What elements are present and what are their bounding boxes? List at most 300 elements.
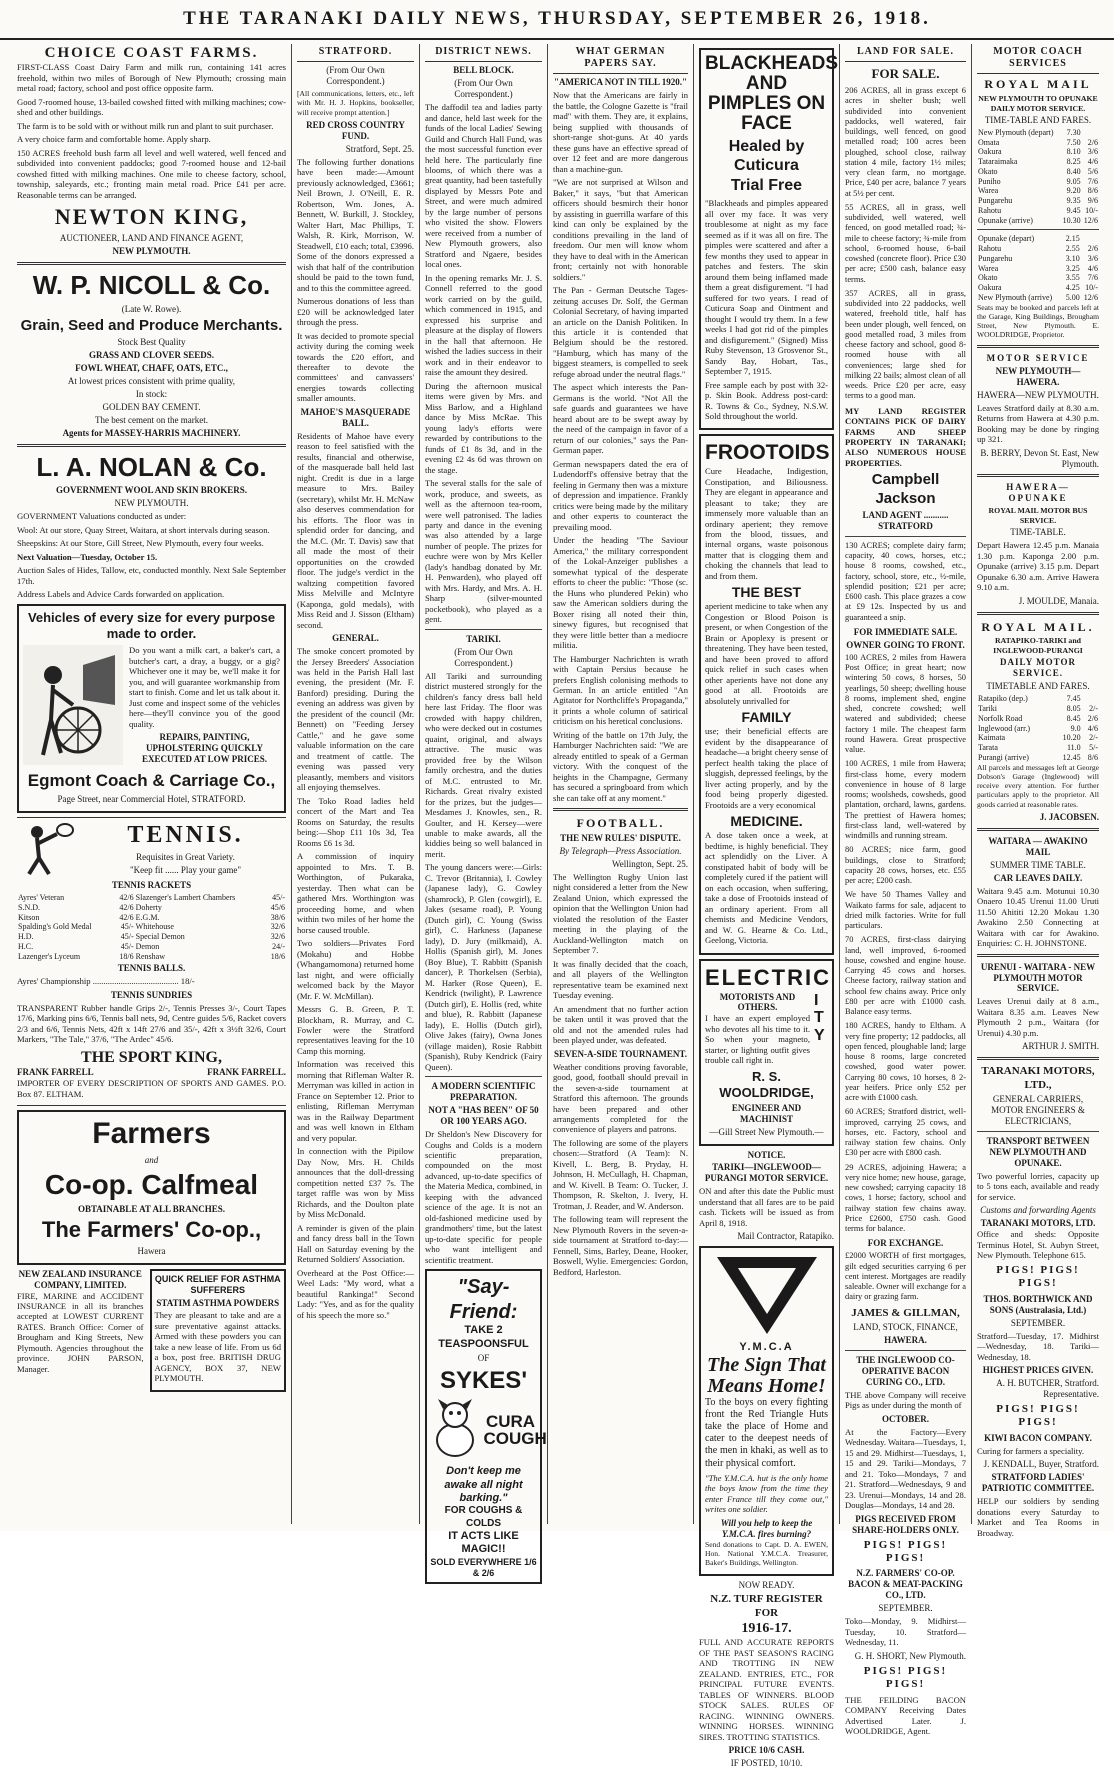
bellblock-head: BELL BLOCK. <box>453 65 514 76</box>
froot-best: THE BEST <box>731 584 802 601</box>
district-p4: The several stalls for the sale of work, produce, and sweets, as well as the afternoon tea-room, were well patronised. The ladies party and dance in the evening was also attended by a large number of people. The prizes for euchre were won by Mrs Keller (lady's handbag donated by Mr. H. Penwarden), who played off with Mrs. Hardy, and Mrs. A. H. Sharp (silver-mounted pocketbook), who played as a gent. <box>425 478 542 625</box>
lot-12: 29 ACRES, adjoining Hawera; a very nice home; new house, garage, new cowshed; carrying capacity 18 cows, 1 horse; factory, school and railway station few chains away. Price £2600, £750 cash. Good terms for balance. <box>845 1162 966 1234</box>
ymca-quote: "The Y.M.C.A. hut is the only home the boys know from the time they enter France till they come out," writes one soldier. <box>705 1472 828 1515</box>
wam-text: Waitara 9.45 a.m. Motunui 10.30 Onaero 10.45 Urenui 11.00 Uruti 11.50 Ahititi 12.20 Mokau 1.30 Awakino 2.50 Connecting at Waitara with car for Awakino. Enquiries: C. H. JOHNSTONE. <box>977 885 1099 949</box>
jg-role: LAND, STOCK, FINANCE, <box>853 1322 958 1333</box>
divider <box>977 828 1099 831</box>
football-p11: An amendment that no further action be taken until it was proved that the old and not the amended rules had been played under, was defeated. <box>553 1003 688 1046</box>
stop-fare: 10/- <box>1085 205 1098 215</box>
pigs-banner-3: PIGS! PIGS! PIGS! <box>996 1263 1080 1290</box>
stop-fare: 5/6 <box>1087 166 1098 176</box>
sportking-title: THE SPORT KING, <box>81 1048 222 1066</box>
redcross-head: RED CROSS COUNTRY FUND. <box>306 119 405 141</box>
timetable-row <box>977 724 1099 734</box>
asthma-title: QUICK RELIEF FOR ASTHMA SUFFERERS <box>154 1273 281 1295</box>
timetable-row <box>977 206 1099 216</box>
sportking-left: FRANK FARRELL <box>17 1067 94 1078</box>
stop-time: 3.55 <box>1065 273 1080 283</box>
sci-title: A MODERN SCIENTIFIC PREPARATION. <box>431 1081 536 1103</box>
nicoll-line-5: In stock: <box>135 388 168 399</box>
timetable-row <box>977 138 1099 148</box>
masthead <box>0 0 1114 40</box>
stop-fare <box>1082 694 1099 704</box>
divider <box>425 629 542 630</box>
ho-title: HAWERA—OPUNAKE <box>1006 482 1070 504</box>
nzf-title: N.Z. FARMERS' CO-OP. BACON & MEAT-PACKING CO., LTD. <box>848 1568 963 1601</box>
general-head: GENERAL. <box>332 633 379 644</box>
royal-mail-1: ROYAL MAIL <box>984 77 1092 92</box>
tariki-corr: (From Our Own Correspondent.) <box>454 646 513 668</box>
district-title: DISTRICT NEWS. <box>425 44 542 62</box>
racket-row <box>17 952 286 962</box>
racket-row <box>17 942 286 952</box>
press-line: By Telegraph—Press Association. <box>559 845 682 856</box>
stop-time: 4.25 <box>1065 283 1080 293</box>
stratford-p13: Overheard at the Post Office:—Weel Lads: "My word, what a beautiful Rankinga!" Second Lady: "Yes, and as for the quality of his speech the more so." <box>297 1267 414 1320</box>
column-6 <box>840 44 972 1737</box>
froot-text: Cure Headache, Indigestion, Constipation, and Biliousness. They are elegant in appearance and pleasant to take; they are immensely more valuable than an ordinary aperient; they remove from the blood, tissues, and internal organs, waste poisonous matter that is clogging them and choking the channels that lead to and from them. <box>705 466 828 581</box>
divider <box>977 1131 1099 1132</box>
racket-row <box>17 903 286 913</box>
farmers-obtain: OBTAINABLE AT ALL BRANCHES. <box>77 1203 226 1214</box>
column-5 <box>694 44 840 1769</box>
stop-fare: 8/6 <box>1087 186 1098 196</box>
stop-fare: 10/- <box>1085 283 1098 293</box>
racket-name: H.C. <box>18 941 34 951</box>
ymca-sign-2: Means Home! <box>707 1374 826 1397</box>
lot-10: 180 ACRES, handy to Eltham. A very fine property; 12 paddocks, all open fenced, ploughable land; large house 8 rooms, large concreted cowshed, good water power. Carrying 80 cows, 10 horses, 8 2-year heifers. Price only £52 per acre with £1000 cash. <box>845 1021 966 1103</box>
stop-name: Warea <box>978 263 999 273</box>
sykes-name: SYKES' <box>439 1366 528 1394</box>
ing-sched: At the Factory—Every Wednesday. Waitara—Tuesdays, 1, 15 and 29. Midhirst—Tuesdays, 1, 15 and 29. Tariki—Mondays, 7 and 21. Toko—Mondays, 7 and 21. Stratford—Wednesdays, 9 and 23. Urenui—Mondays, 14 and 28. Douglas—Mondays, 14 and 28. <box>845 1426 966 1511</box>
uwnp-sign: ARTHUR J. SMITH. <box>1022 1041 1099 1052</box>
german-p5: German newspapers dated the era of Ludendorff's offensive betray that the feeling in Germany then was a mixture of depression and impatience. Frankly critics were being made by the military and other experts to counteract the prevailing mood. <box>553 458 688 532</box>
racket-name: Spalding's Gold Medal <box>18 922 92 932</box>
column-1 <box>12 44 292 1524</box>
stop-fare: 12/6 <box>1083 215 1098 225</box>
tennis-sundries-head: TENNIS SUNDRIES <box>110 989 193 1000</box>
bh-title-2: PIMPLES ON FACE <box>707 92 826 134</box>
nolan-name: L. A. NOLAN & Co. <box>36 451 267 482</box>
nolan-sub: GOVERNMENT WOOL AND SKIN BROKERS. <box>56 485 247 496</box>
rm-daily: DAILY MOTOR SERVICE. <box>1000 657 1076 679</box>
choice-text-4: A very choice farm and comfortable home. Apply sharp. <box>17 134 211 145</box>
farmers-and: and <box>144 1154 159 1165</box>
stop-time: 9.05 <box>1066 176 1081 186</box>
lot-7: 80 ACRES; nice farm, good buildings, close to Stratford; capacity 28 cows, horses, etc. £55 per acre; £200 cash. <box>845 845 966 886</box>
ing-month: OCTOBER. <box>881 1413 930 1424</box>
elec-motorists: MOTORISTS AND OTHERS. <box>719 991 796 1013</box>
timetable-row <box>977 186 1099 196</box>
motor-title: MOTOR COACH SERVICES <box>977 44 1099 74</box>
timetable-row <box>977 733 1099 743</box>
farmers-calf: Co-op. Calfmeal <box>44 1168 259 1200</box>
pigs-banner-2: PIGS! PIGS! PIGS! <box>863 1664 948 1691</box>
exchange-head: FOR EXCHANGE. <box>867 1238 944 1249</box>
racket-price: 42/6 <box>119 902 134 912</box>
tr-text: Two powerful lorries, capacity up to 5 tons each, available and ready for service. <box>977 1170 1099 1202</box>
racket-name: Renshaw <box>135 951 165 961</box>
farmers-coop: The Farmers' Co-op., <box>41 1216 262 1242</box>
ymca-help: Will you help to keep the Y.M.C.A. fires burning? <box>720 1517 813 1539</box>
acres-150: 150 ACRES freehold bush farm all level and well watered, well fenced and subdivided into convenient paddocks; good 7-roomed house and 12-bail cowshed fitted with milking machines. One mile to cheese factory, school, township, saleyards, etc.; fronting main metal road. Price £41 per acre. Reasonable terms can be arranged. <box>17 147 286 200</box>
stratford-p11: In connection with the Pipilow Day Now, Mrs. H. Childs announces that the doll-dressing competition netted £37 7s. The target raffle was won by Miss Richards, and the Doulton plate by Miss McDonald. <box>297 1146 414 1220</box>
stop-name: Tariki <box>978 704 997 714</box>
divider <box>977 229 1099 230</box>
nolan-line-2: Wool: At our store, Quay Street, Waitara, at short intervals during season. <box>17 524 270 535</box>
nzf-month: SEPTEMBER. <box>878 1603 933 1614</box>
timetable-1 <box>977 128 1099 226</box>
nicoll-line-6: GOLDEN BAY CEMENT. <box>102 401 201 412</box>
timetable-row <box>977 196 1099 206</box>
stop-name: Ratapiko (dep.) <box>978 694 1028 704</box>
stop-fare: 7/6 <box>1087 273 1098 283</box>
german-p8: Writing of the battle on 17th July, the Hamburger Nachrichten said: "We are already entitled to speak of a German victory. With the conquest of the heights in the Champagne, Germany has secured a springboard from which she can take off at any moment." <box>553 729 688 803</box>
stop-name: Pungarehu <box>978 253 1013 263</box>
cust-line: Customs and forwarding Agents <box>980 1205 1096 1216</box>
german-p1: Now that the Americans are fairly in the battle, the Cologne Gazette is "frail mad" with them. They are, it explains, being supplied with thousands of short-range shot-guns. At 40 yards these guns have an effective spread of over 12 feet and are more dangerous than a machine-gun. <box>553 90 688 174</box>
divider <box>977 1057 1099 1060</box>
racket-name: Ayres' Veteran <box>18 893 65 903</box>
lot-4: 130 ACRES; complete dairy farm; capacity, 40 cows, horses, etc.; house 8 rooms, cowshed, etc., factory, school, store, etc., ½-mile, splendid position; £21 per acre; £600 cash. This place grazes a cow at £9 12s. Inspected by us and guaranteed a snip. <box>845 540 966 622</box>
elec-addr: —Gill Street New Plymouth.— <box>709 1126 824 1137</box>
elec-top: ELECTRIC <box>705 964 831 990</box>
ing-text: THE above Company will receive Pigs as under during the month of <box>845 1389 966 1411</box>
stop-time: 9.45 <box>1066 205 1081 215</box>
timetable-row <box>977 293 1099 303</box>
stop-name: New Plymouth (depart) <box>978 127 1054 137</box>
nicoll-name: W. P. NICOLL & Co. <box>32 269 271 300</box>
choice-text-1: FIRST-CLASS Coast Dairy Farm and milk run, containing 141 acres freehold, within two miles of Borough of New Plymouth; crossing main metal road; factory, school and post office opposite farm. <box>17 62 286 94</box>
ms-sign: B. BERRY, Devon St. East, New Plymouth. <box>980 447 1099 469</box>
racket-row <box>17 932 286 942</box>
immediate-head: FOR IMMEDIATE SALE. <box>853 626 958 637</box>
masthead-text: THE TARANAKI DAILY NEWS, THURSDAY, SEPTEMBER 26, 1918. <box>183 8 931 30</box>
racket-price: 45/- <box>272 893 285 903</box>
racket-price: 45/- <box>120 932 134 942</box>
rm-sign: J. JACOBSEN. <box>1039 811 1099 822</box>
vehicles-title: Vehicles of every size for every purpose made to order. <box>27 609 276 641</box>
racket-price: 18/6 <box>119 951 134 961</box>
stop-time: 8.10 <box>1066 147 1081 157</box>
lot-8: We have 50 Thames Valley and Waikato farms for sale, adjacent to dried milk factories. Write for full particulars. <box>845 890 966 931</box>
nolan-town: NEW PLYMOUTH. <box>114 498 189 509</box>
timetable-3 <box>977 694 1099 762</box>
divider <box>425 1076 542 1077</box>
stop-time: 7.50 <box>1066 137 1081 147</box>
stop-time: 10.30 <box>1062 215 1081 225</box>
stratford-p7: A commission of inquiry appointed to Mrs. T. B. Worthington, of Pukaraka, yesterday. Then what can be gathered Mrs. Worthington was proceeding home, and when within two miles of her home the horse caused trouble. <box>297 851 414 935</box>
racket-row <box>17 922 286 932</box>
pigs-banner-4: PIGS! PIGS! PIGS! <box>996 1402 1080 1429</box>
notice-text: ON and after this date the Public must understand that all fares are to be paid cash. Tickets will be issued as from April 8, 1918. <box>699 1186 834 1228</box>
stop-fare: 4/6 <box>1087 263 1098 273</box>
froot-text-3: use; their beneficial effects are evident by the disappearance of headache—a bright cheery sense of perfect health taking the place of sluggish, depressed feelings, by the liver acting properly, and by the food being properly digested. Frootoids are a very economical <box>705 726 828 810</box>
stop-fare: 4/6 <box>1087 157 1098 167</box>
rules-head: THE NEW RULES' DISPUTE. <box>560 832 681 843</box>
nz-insurance-ad <box>17 1269 144 1392</box>
turf-price: PRICE 10/6 CASH. <box>728 1745 805 1756</box>
stop-time: 12.45 <box>1062 752 1081 762</box>
stop-fare: 3/6 <box>1087 147 1098 157</box>
stop-name: Oakura <box>978 283 1002 293</box>
froot-text-2: aperient medicine to take when any Congestion or Blood Poison is present, or when Congestion of the Brain or Apoplexy is present or threatening. They have been tested, and have been proved to afford quick relief in such cases when other aperients have not done any good at all. Frootoids are absolutely unrivalled for <box>705 601 828 706</box>
elec-text: I have an expert employed who devotes all his time to it. So when your magneto, starter, or lighting outfit gives trouble call right in. <box>705 1013 810 1066</box>
tennis-ad <box>17 817 286 1106</box>
newton-sub: AUCTIONEER, LAND AND FINANCE AGENT, <box>59 232 244 243</box>
lot-11: 60 ACRES; Stratford district, well-improved, carrying 25 cows, and horses, etc. Factory, school and railway station few chains. Only £30 per acre with £800 cash. <box>845 1107 966 1158</box>
frootoids-ad <box>699 434 834 954</box>
timetable-row <box>977 157 1099 167</box>
racket-name: Lazenger's Lyceum <box>18 951 81 961</box>
columns <box>12 44 1104 1769</box>
ing-title: THE INGLEWOOD CO-OPERATIVE BACON CURING CO., LTD. <box>856 1354 955 1387</box>
racket-price: 42/6 <box>119 893 134 903</box>
stop-name: Pungarehu <box>978 196 1013 206</box>
cj-role: LAND AGENT ........... STRATFORD <box>862 510 949 532</box>
sykes-sold: SOLD EVERYWHERE 1/6 & 2/6 <box>430 1556 537 1578</box>
bh-free: Free sample each by post with 32-p. Skin Book. Address post-card: R. Towns & Co., Sydney, N.S.W. Sold throughout the world. <box>705 379 828 421</box>
stop-name: Norfolk Road <box>978 713 1023 723</box>
racket-row <box>17 913 286 923</box>
racket-price: 32/6 <box>270 932 285 942</box>
stop-name: Tarata <box>978 743 998 753</box>
sykes-say: "Say-Friend: <box>449 1276 518 1323</box>
timetable-row <box>977 147 1099 157</box>
electricity-ad <box>699 959 834 1146</box>
elec-name: R. S. WOOLDRIDGE, <box>719 1068 814 1100</box>
tm2-text: Office and sheds: Opposite Terminus Hotel, St. Aubyn Street, New Plymouth. Telephone 615. <box>977 1229 1099 1261</box>
asthma-sub: STATIM ASTHMA POWDERS <box>156 1297 280 1308</box>
ho-sub: ROYAL MAIL MOTOR BUS SERVICE. <box>988 506 1088 525</box>
egmont-name: Egmont Coach & Carriage Co., <box>27 771 276 791</box>
football-p12: Weather conditions proving favorable, good, good, football should prevail in the seven-a-side tournament at Stratford this afternoon. The grounds have been prepared and other arrangements completed for the convenience of players and patrons. <box>553 1061 688 1135</box>
lot-13: £2000 WORTH of first mortgages, gilt edged securities carrying 6 per cent interest. Mortgages are readily saleable. Owner will exchange for a dairy or grazing farm. <box>845 1251 966 1302</box>
stop-name: New Plymouth (arrive) <box>978 292 1053 302</box>
newton-town: NEW PLYMOUTH. <box>112 245 191 256</box>
stop-fare <box>1081 234 1099 244</box>
timetable-row <box>977 128 1099 138</box>
ho-sign: J. MOULDE, Manaia. <box>1018 595 1099 606</box>
farmers-town: Hawera <box>137 1245 166 1256</box>
tm-sub: GENERAL CARRIERS, MOTOR ENGINEERS & ELECTRICIANS, <box>991 1094 1085 1127</box>
red-triangle-icon <box>712 1252 822 1338</box>
racket-price: 45/6 <box>270 902 285 912</box>
nzf-sign: G. H. SHORT, New Plymouth. <box>854 1650 966 1661</box>
bw-sign: A. H. BUTCHER, Stratford. Representative. <box>996 1377 1099 1399</box>
column-4 <box>548 44 694 1524</box>
rm-note: All parcels and messages left at George Dobson's Garage (Inglewood) will receive every attention. For further particulars apply to the proprietor. All goods carried at reasonable rates. <box>977 762 1099 809</box>
tt1-note: Seats may be booked and parcels left at the Garage, King Buildings, Brougham Street, New Plymouth. E. WOOLDRIDGE, Proprietor. <box>977 302 1099 340</box>
timetable-row <box>977 177 1099 187</box>
vehicles-repairs: REPAIRS, PAINTING, UPHOLSTERING QUICKLY EXECUTED AT LOW PRICES. <box>141 732 268 765</box>
stratford-note: [All communications, letters, etc., left with Mr. H. J. Hopkins, bookseller, will receive prompt attention.] <box>297 89 414 117</box>
stratford-p12: A reminder is given of the plain and fancy dress ball in the Town Hall on Saturday evening by the Returned Soldiers' Association. <box>297 1222 414 1265</box>
jg-town: HAWERA. <box>884 1335 927 1346</box>
nz-title: NEW ZEALAND INSURANCE COMPANY, LIMITED. <box>18 1268 142 1290</box>
tennis-title: TENNIS. <box>127 821 244 848</box>
forsale-head: FOR SALE. <box>871 66 940 82</box>
racket-price: 32/6 <box>270 922 285 932</box>
football-head: FOOTBALL. <box>576 816 665 831</box>
divider <box>977 612 1099 615</box>
nicoll-line-8: Agents for MASSEY-HARRIS MACHINERY. <box>62 427 241 438</box>
racket-price: 45/- <box>120 941 134 951</box>
stop-name: Inglewood (arr.) <box>978 723 1030 733</box>
ms-title: MOTOR SERVICE <box>986 352 1090 363</box>
racket-name: Demon <box>135 941 160 951</box>
divider <box>845 1350 966 1351</box>
sykes-ad <box>425 1269 547 1584</box>
column-7 <box>972 44 1104 1538</box>
stop-fare: 2/6 <box>1087 244 1098 254</box>
rm-sub: RATAPIKO-TARIKI and INGLEWOOD-PURANGI <box>993 636 1083 655</box>
district-p3: During the afternoon musical items were given by Mrs. and Miss Barlow, and a Highland dance by Miss McRae. This young lady's efforts were rewarded by contributions to the funds of £1 8s 3d, and in the evening £2 4s 6d was thrown on the stage. <box>425 380 542 475</box>
lot-9: 70 ACRES, first-class dairying land, well improved, 6-roomed house, cowshed and engine house. Carrying 45 cows and horses. Cheese factory, railway station and school few chains away. Price only £80 per acre with £1000 cash. Balance easy terms. <box>845 935 966 1017</box>
froot-text-4: A dose taken once a week, at bedtime, is highly beneficial. They act splendidly on the Liver. A constipated habit of body will be completely cured if the patient will on each occasion, when suffering, take a dose of Frootoids instead of an ordinary aperient. From all chemists and Medicine Vendors, and W. G. Hearne & Co. Ltd., Geelong, Victoria. <box>705 830 828 946</box>
asthma-text: They are pleasant to take and are a sure preventative against attacks. Armed with these powders you can take a new lease of life. From us 6d a box, post free. BRITISH DRUG AGENCY, BOX 37, NEW PLYMOUTH. <box>154 1310 281 1384</box>
wam-sub: SUMMER TIME TABLE. <box>990 859 1086 870</box>
football-p14: The following team will represent the New Plymouth Rovers in the seven-a-side tournament at Stratford to-day:—Fennell, Sims, Barley, Deane, Hooker, Boswell, Wylie. Emergencies: Gordon, Bedford, Harleston. <box>553 1214 688 1277</box>
stratford-p2: Numerous donations of less than £20 will be acknowledged later through the press. <box>297 296 414 328</box>
stop-name: Opunake (arrive) <box>978 215 1033 225</box>
spc-text: HELP our soldiers by sending donations every Saturday to Market and Tea Rooms in Broadway. <box>977 1496 1099 1538</box>
sykes-cura: CURA COUGH <box>483 1412 547 1449</box>
racket-name: Special Demon <box>135 932 185 942</box>
sykes-of: OF <box>477 1352 490 1363</box>
ymca-send: Send donations to Capt. D. A. EWEN, Hon. National Y.M.C.A. Treasurer, Baker's Buildings, Wellington. <box>705 1539 828 1568</box>
stop-time: 9.20 <box>1066 186 1081 196</box>
stop-name: Omata <box>978 137 1000 147</box>
pigs-banner-1: PIGS! PIGS! PIGS! <box>863 1538 948 1565</box>
cuticura-ad <box>699 48 838 430</box>
stop-fare: 12/6 <box>1083 292 1098 302</box>
stop-time: 9.0 <box>1070 723 1081 733</box>
newton-name: NEWTON KING, <box>54 204 249 230</box>
stop-time: 3.25 <box>1065 263 1080 273</box>
timetable-row <box>977 743 1099 753</box>
nolan-line-6: Address Labels and Advice Cards forwarded on application. <box>17 589 225 600</box>
choice-text-3: The farm is to be sold with or without milk run and plant to suit purchaser. <box>17 120 274 131</box>
stop-time: 2.15 <box>1065 234 1080 244</box>
racket-name: H.D. <box>18 932 34 942</box>
turf-posted: IF POSTED, 10/10. <box>730 1758 803 1769</box>
timetable-row <box>977 244 1099 254</box>
divider <box>977 345 1099 348</box>
district-p5: All Tariki and surrounding district mustered strongly for the children's fancy dress ball held here last Friday. The floor was crowded with happy children, who were decked out in costumes quaint, original, and always attractive. The music was provided free by the Wilson family orchestra, and the duties of M.C. entrusted to Mr. Richards. Great rivalry existed for the prizes, but the judges—Mesdames J. Knowles, sen., R. Goulter, and H. Kersey—were unable to make awards, all the kiddies being so well balanced in merit. <box>425 670 542 859</box>
froot-medicine: MEDICINE. <box>730 813 803 830</box>
stop-name: Warea <box>978 186 999 196</box>
ymca-text: To the boys on every fighting front the Red Triangle Huts take the place of Home and cater to the deepest needs of the men in khaki, as well as to their physical comfort. <box>705 1396 828 1469</box>
stop-time: 10.20 <box>1062 733 1081 743</box>
divider <box>845 536 966 537</box>
ho-tt: TIME-TABLE. <box>1010 527 1066 538</box>
football-p13: The following are some of the players chosen:—Stratford (A Team): N. Kivell, L. Berg, B. Pryday, H. Johnson, H. McCullagh, H. Chapman, and W. Kivell. B Team: O. Tucker, J. Thompson, R. Skelton, J. Ivery, H. Trotman, J. Reader, and W. Anderson. <box>553 1137 688 1211</box>
tennis-balls-head: TENNIS BALLS. <box>117 963 186 974</box>
vehicles-text: Do you want a milk cart, a baker's cart, a butcher's cart, a dray, a buggy, or a gig? Whichever one it may be, we'll make it for you, and will guarantee workmanship from start to finish. Come and let us talk about it. Just come and inspect some of the vehicles here—they'll convince you of the good quality. <box>129 645 280 729</box>
district-p6: The young dancers were:—Girls: C. Trevor (Britannia), I. Cowley (Japanese lady), G. Cowley (shamrock), P. Glen (cowgirl), E. Jakes (sesame road), P. Young (Dutch girl), C. Young (Swiss girl), C. Harkness (Japanese lady), D. Jury (milkmaid), A. Hollis (Spanish girl), M. Jones (Boy Blue), T. Rabbitt (Spanish dancer), P. Thorkelsen (Serbia), M. Harker (Rose Queen), E. Kendrick (twilight), P. Lawrence (Dutch girl), E. Hollis (red, white and blue), R. Rabbitt (Japanese lady), E. Hollis (Dutch girl), Olive Jakes (fairy), Owna Jones (village maiden), Rosie Rabbitt (Spanish), Ruby Kendrick (Fairy Queen). <box>425 862 542 1072</box>
racket-name: E.G.M. <box>135 912 160 922</box>
lot-3: 357 ACRES, all in grass, subdivided into 22 paddocks, well watered, freehold title, half has been under plough, well fenced, on good metalled road, 3 miles from cheese factory and school, good 8-roomed house with all conveniences; large shed for milking 22 bails; almost clean of all weeds. Price £20 per acre, easy terms to a good man. <box>845 288 966 401</box>
sykes-dont: Don't keep me awake all night barking." <box>444 1465 523 1504</box>
stop-fare: 3/6 <box>1087 253 1098 263</box>
lot-2: 55 ACRES, all in grass, well subdivided, well watered, well fenced, on good metalled road; ¾-mile to cheese factory; ¾-mile from school, 6-roomed house, 6-bail cowshed (concrete floor). Price £30 per acre; £500 cash, balance easy terms. <box>845 202 966 284</box>
ms-sub: NEW PLYMOUTH—HAWERA. <box>995 365 1081 387</box>
lot-6: 100 ACRES, 1 mile from Hawera; first-class home, every modern convenience in house of 8 large rooms; woolsheds, cowsheds, good plantation, orchard, lawns, gardens. The prettiest of Hawera homes; first-class land, well-watered by windmills and running stream. <box>845 759 966 841</box>
land-title: LAND FOR SALE. <box>845 44 966 62</box>
land-register: MY LAND REGISTER CONTAINS PICK OF DAIRY FARMS AND SHEEP PROPERTY IN TARANAKI; ALSO NUMEROUS HOUSE PROPERTIES. <box>845 405 966 468</box>
football-p10: It was finally decided that the coach, and all players of the Wellington representative team be examined next Tuesday evening. <box>553 958 688 1001</box>
stop-name: Kaimata <box>978 733 1006 743</box>
stop-fare: 5/- <box>1089 743 1098 753</box>
nicoll-line-4: At lowest prices consistent with prime quality, <box>67 375 236 386</box>
sci-sub: NOT A "HAS BEEN" OF 50 OR 100 YEARS AGO. <box>428 1105 539 1127</box>
column-3 <box>420 44 548 1578</box>
bw-title: THOS. BORTHWICK AND SONS (Australasia, Ltd.) <box>983 1293 1093 1315</box>
bellblock-corr: (From Our Own Correspondent.) <box>454 78 513 100</box>
nicoll-line-1: Stock Best Quality <box>117 336 186 347</box>
turf-text: FULL AND ACCURATE REPORTS OF THE PAST SEASON'S RACING AND TROTTING IN NEW ZEALAND. ENTRIES, ETC., FOR PRINCIPAL FUTURE EVENTS. TABLES OF WINNERS. BLOOD STOCK SALES. RULES OF RACING. WINNING OWNERS. WINNING HORSES. WINNING SIRES. TROTTING STATISTICS. <box>699 1637 834 1742</box>
racket-name: Doherty <box>135 902 162 912</box>
tennis-rackets-table <box>17 893 286 961</box>
ing-pigs: PIGS RECEIVED FROM SHARE-HOLDERS ONLY. <box>852 1513 959 1535</box>
stratford-p8: Two soldiers—Privates Ford (Mokahu) and Hobbe (Whangamomona) returned home last night, and were officially welcomed back by the Mayor (Mr. F. W. McMillan). <box>297 938 414 1001</box>
feilding-text: THE FEILDING BACON COMPANY Receiving Dates Advertised Later. J. WOOLDRIDGE, Agent. <box>845 1694 966 1737</box>
timetable-row <box>977 283 1099 293</box>
tennis-champ: Ayres' Championship ........................................ 18/- <box>17 976 195 987</box>
column-2 <box>292 44 420 1524</box>
stop-time: 8.40 <box>1066 166 1081 176</box>
timetable-row <box>977 714 1099 724</box>
turf-title: N.Z. TURF REGISTER FOR <box>710 1593 823 1619</box>
stop-name: Oakura <box>978 147 1002 157</box>
stratford-p3: It was decided to promote special activity during the coming week towards the £20 effort, and thereafter to devote the committees' and canvassers' energies towards collecting smaller amounts. <box>297 330 414 404</box>
notice-sub: TARIKI—INGLEWOOD—PURANGI MOTOR SERVICE. <box>704 1162 829 1184</box>
nicoll-title: Grain, Seed and Produce Merchants. <box>20 316 283 334</box>
bh-title-1: BLACKHEADS AND <box>705 53 838 94</box>
divider <box>17 444 286 447</box>
bh-healed: Healed by Cuticura <box>728 137 805 175</box>
stop-time: 5.00 <box>1065 292 1080 302</box>
stratford-dateline: Stratford, Sept. 25. <box>345 143 414 154</box>
german-p3: The Pan - German Deutsche Tages-zeitung accuses Dr. Solf, the German Colonial Secretary, of having imparted an article on the Danish Politiken. In this article it is contended that Belgium should be the restored. "Hamburg, which has many of the biggest steamers, is compelled to seek refuge abroad under the neutral flags." <box>553 285 688 379</box>
ymca-letters: Y.M.C.A <box>739 1341 794 1354</box>
divider <box>977 474 1099 477</box>
nicoll-line-3: FOWL WHEAT, CHAFF, OATS, ETC., <box>75 362 228 373</box>
sci-text: Dr Sheldon's New Discovery for Coughs and Colds is a modern scientific preparation, compounded on the most advanced, up-to-date specifics of the Materia Medica, combined, in keeping with the advanced science of the age. It is not an old-fashioned medicine used by grandmothers' time, but the latest up-to-date specific for people who want intelligent and scientific treatment. <box>425 1129 542 1265</box>
divider <box>553 808 688 811</box>
stop-name: Okato <box>978 273 998 283</box>
carriage-illustration-icon <box>23 645 123 765</box>
tennis-line-2: "Keep fit ...... Play your game" <box>129 865 242 876</box>
divider <box>977 954 1099 957</box>
district-p2: In the opening remarks Mr. J. S. Connell referred to the good work carried on by the guild, which commenced in 1915, and expressed his surprise and pleasure at the display of flowers in the hall that afternoon. He wished the ladies success in their work and in their endeavor to raise the amount they desired. <box>425 272 542 378</box>
asthma-ad <box>150 1269 287 1392</box>
vehicles-ad <box>17 604 286 813</box>
nicoll-line-7: The best cement on the market. <box>95 414 208 425</box>
nolan-line-1: GOVERNMENT Valuations conducted as under: <box>17 511 187 522</box>
stratford-p4: Residents of Mahoe have every reason to feel satisfied with the results, financial and otherwise, of the masquerade ball held last night. Credit is due in a large measure to Mrs. Bailey (secretary), whilst Mr. H. McNaw also deserves commendation for his efforts. The floor was in splendid order for dancing, and the M.C. (Mr. T. Davis) saw that all made the most of their opportunities on the crowded floor. The judge's verdict in the waltzing competition favored Miss Melville and McIntyre (Kaponga, gold medals), with Miss Reid and J. Sisson (Eltham) second. <box>297 430 414 630</box>
sportking-right: FRANK FARRELL. <box>207 1067 286 1078</box>
stratford-p9: Messrs G. B. Green, P. T. Blockham, R. Murray, and C. Fowler were the Stratford representatives leaving for the 10 Camp this morning. <box>297 1004 414 1056</box>
football-p9: The Wellington Rugby Union last night considered a letter from the New Zealand Union, which expressed the opinion that the Wellington Union had violated the resolution of the Easter meeting in the playing of the Auckland-Wellington match on September 7. <box>553 871 688 956</box>
notice-sign: Mail Contractor, Ratapiko. <box>737 1231 834 1242</box>
sportking-line: IMPORTER OF EVERY DESCRIPTION OF SPORTS AND GAMES. P.O. Box 87. ELTHAM. <box>17 1078 286 1099</box>
tm2-title: TARANAKI MOTORS, LTD. <box>980 1218 1096 1229</box>
froot-title: FROOTOIDS <box>705 441 830 465</box>
turf-years: 1916-17. <box>741 1621 792 1637</box>
ymca-sign-1: The Sign That <box>707 1353 826 1376</box>
